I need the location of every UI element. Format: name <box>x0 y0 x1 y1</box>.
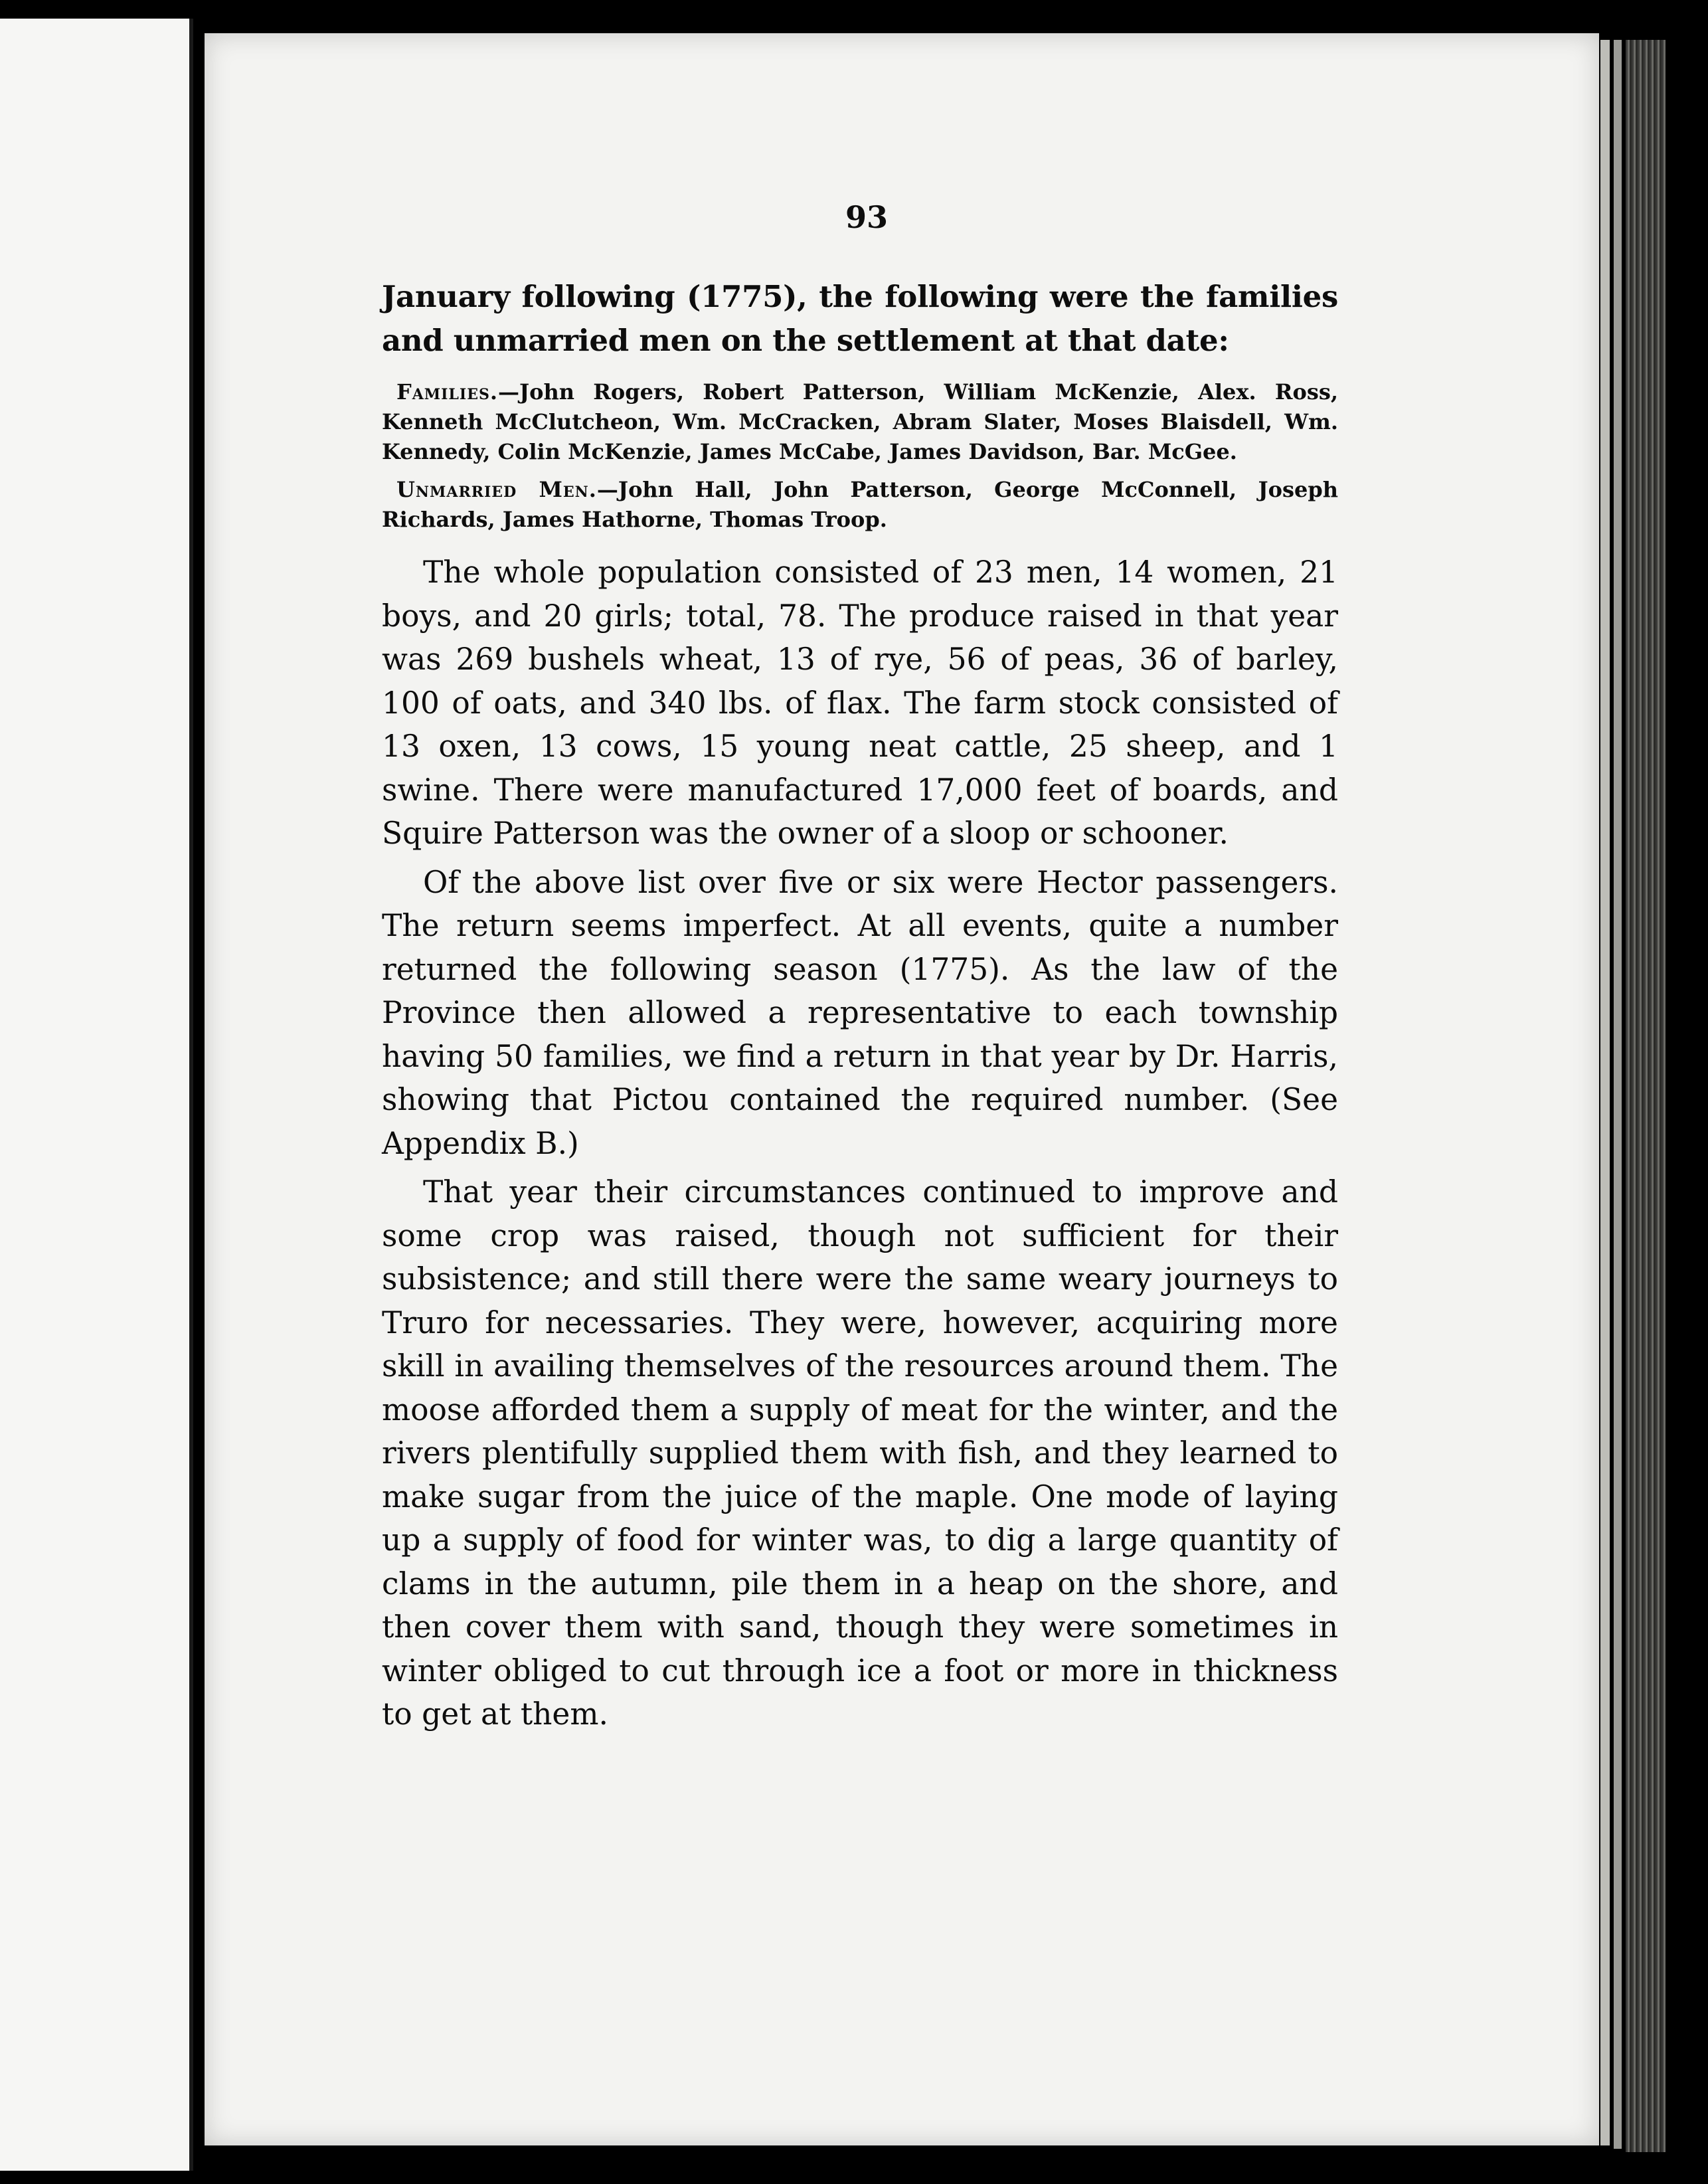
page-number: 93 <box>845 199 888 235</box>
unmarried-names: —John Hall, John Patterson, George McConnell, Joseph Richards, James Hathorne, Thomas Troop. <box>382 477 1339 532</box>
page-text <box>382 199 1338 1736</box>
families-names: —John Rogers, Robert Patterson, William McKenzie, Alex. Ross, Kenneth McClutcheon, Wm. McCracken, Abram Slater, Moses Blaisdell, Wm. Kennedy, Colin McKenzie, James McCabe, James Davidson, Bar. McGee. <box>382 379 1338 464</box>
page-stack-edge <box>1614 40 1622 2149</box>
body-paragraph: That year their circumstances continued to improve and some crop was raised, though not sufficient for their subsistence; and still there were the same weary journeys to Truro for necessaries. They were, however, acquiring more skill in availing themselves of the resources around them. The moose afforded them a supply of meat for the winter, and the rivers plentifully supplied them with fish, and they learned to make sugar from the juice of the maple. One mode of laying up a supply of food for winter was, to dig a large quantity of clams in the autumn, pile them in a heap on the shore, and then cover them with sand, though they were sometimes in winter obliged to cut through ice a foot or more in thickness to get at them. <box>382 1174 1338 1732</box>
body-paragraph: Of the above list over five or six were Hector passengers. The return seems imperfect. At all events, quite a number returned the following season (1775). As the law of the Province then allowed a representative to each township having 50 families, we find a return in that year by Dr. Harris, showing that Pictou contained the required number. (See Appendix B.) <box>382 864 1338 1161</box>
facing-page-edge <box>0 19 193 2171</box>
page-stack-edge <box>1600 40 1610 2145</box>
families-list <box>382 377 1338 467</box>
book-spine-edge <box>1626 40 1665 2152</box>
body-paragraph: The whole population consisted of 23 men, 14 women, 21 boys, and 20 girls; total, 78. The produce raised in that year was 269 bushels wheat, 13 of rye, 56 of peas, 36 of barley, 100 of oats, and 340 lbs. of flax. The farm stock consisted of 13 oxen, 13 cows, 15 young neat cattle, 25 sheep, and 1 swine. There were manufactured 17,000 feet of boards, and Squire Patterson was the owner of a sloop or schooner. <box>382 555 1338 851</box>
unmarried-label: Unmarried Men. <box>396 477 597 502</box>
families-label: Families. <box>396 379 498 405</box>
lead-paragraph: January following (1775), the following were the families and unmarried men on the settlement at that date: <box>382 279 1338 358</box>
unmarried-men-list <box>382 475 1338 535</box>
